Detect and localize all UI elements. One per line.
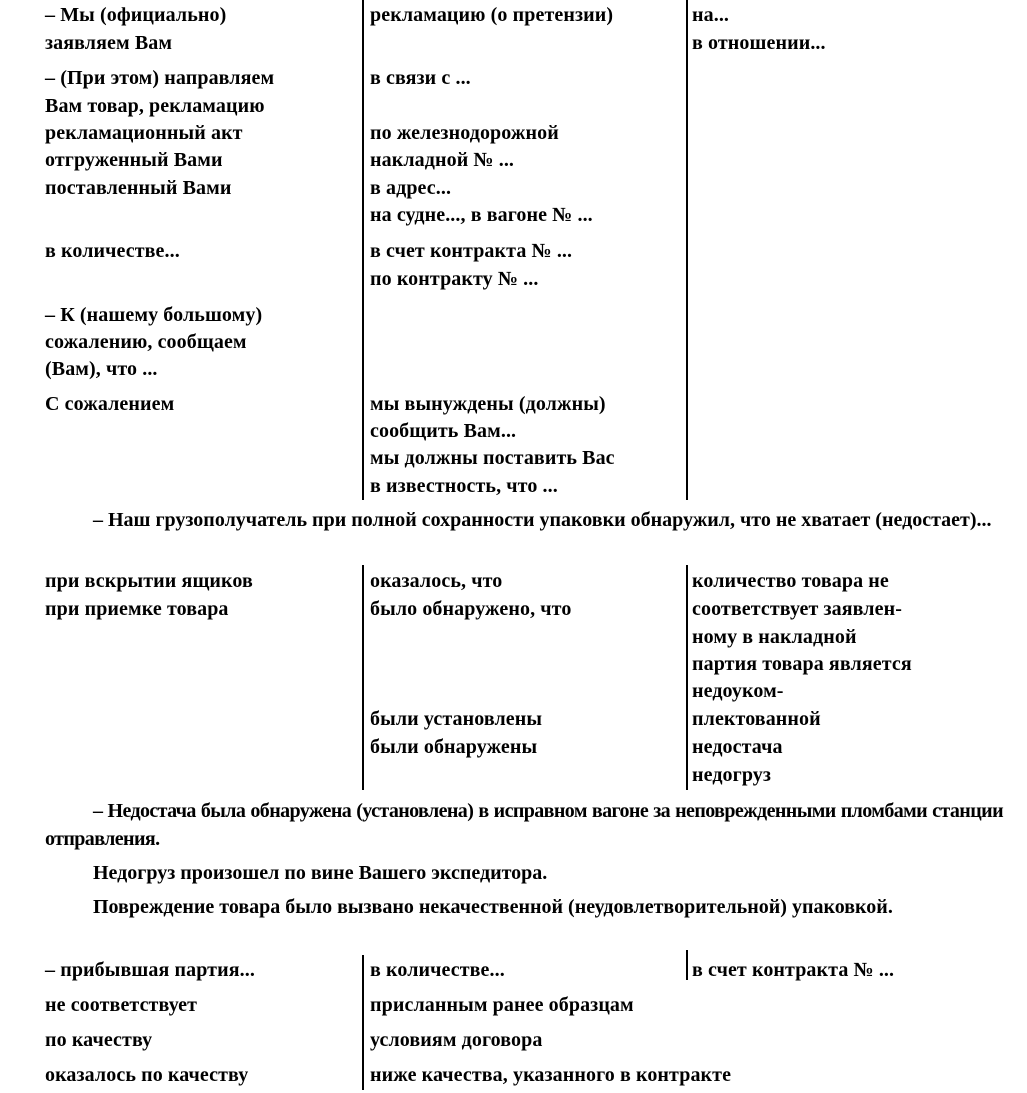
column-divider: [362, 0, 364, 500]
phrase-cell: в адрес...: [370, 177, 452, 199]
phrase-cell: соответствует заявлен-: [692, 598, 902, 620]
phrase-cell: в связи с ...: [370, 67, 471, 89]
paragraph-text: Повреждение товара было вызвано некачественной (неудовлетворительной) упаковкой.: [93, 896, 893, 918]
phrase-cell: в количестве...: [370, 959, 505, 981]
phrase-cell: партия товара является: [692, 653, 912, 675]
phrase-cell: мы должны поставить Вас: [370, 447, 615, 469]
phrase-cell: в количестве...: [45, 240, 180, 262]
body-paragraph: [45, 859, 1003, 887]
phrase-cell: ному в накладной: [692, 626, 857, 648]
column-divider: [686, 565, 688, 790]
paragraph-text: – Недостача была обнаружена (установлена) в исправном вагоне за неповрежденными пломбами станции отправления.: [45, 800, 1003, 850]
phrase-cell: сообщить Вам...: [370, 420, 517, 442]
column-divider: [686, 950, 688, 980]
phrase-cell: были установлены: [370, 708, 543, 730]
phrase-cell: ниже качества, указанного в контракте: [370, 1064, 732, 1086]
phrase-cell: по контракту № ...: [370, 268, 539, 290]
phrase-cell: количество товара не: [692, 570, 889, 592]
phrase-cell: мы вынуждены (должны): [370, 393, 606, 415]
body-paragraph: [45, 893, 1003, 921]
phrase-cell: в счет контракта № ...: [370, 240, 573, 262]
phrase-cell: по железнодорожной: [370, 122, 559, 144]
phrase-cell: присланным ранее образцам: [370, 994, 634, 1016]
phrase-cell: рекламационный акт: [45, 122, 243, 144]
phrase-cell: в известность, что ...: [370, 475, 558, 497]
phrase-cell: сожалению, сообщаем: [45, 331, 247, 353]
phrase-cell: – (При этом) направляем: [45, 67, 275, 89]
phrase-cell: оказалось, что: [370, 570, 503, 592]
phrase-cell: недоуком-: [692, 680, 784, 702]
phrase-cell: в счет контракта № ...: [692, 959, 895, 981]
phrase-cell: поставленный Вами: [45, 177, 232, 199]
phrase-cell: на судне..., в вагоне № ...: [370, 204, 593, 226]
phrase-cell: не соответствует: [45, 994, 198, 1016]
phrase-cell: условиям договора: [370, 1029, 543, 1051]
phrase-cell: – К (нашему большому): [45, 304, 263, 326]
phrase-cell: по качеству: [45, 1029, 153, 1051]
phrase-cell: недостача: [692, 736, 783, 758]
phrase-cell: Вам товар, рекламацию: [45, 95, 265, 117]
body-paragraph: [45, 797, 1003, 853]
phrase-cell: были обнаружены: [370, 736, 538, 758]
phrase-cell: в отношении...: [692, 32, 826, 54]
phrase-cell: при вскрытии ящиков: [45, 570, 253, 592]
phrase-cell: накладной № ...: [370, 149, 515, 171]
phrase-cell: при приемке товара: [45, 598, 229, 620]
phrase-cell: на...: [692, 4, 730, 26]
phrase-cell: – прибывшая партия...: [45, 959, 255, 981]
phrase-cell: недогруз: [692, 764, 772, 786]
column-divider: [362, 565, 364, 790]
phrase-cell: оказалось по качеству: [45, 1064, 249, 1086]
column-divider: [686, 0, 688, 500]
phrase-cell: (Вам), что ...: [45, 358, 158, 380]
paragraph-text: Недогруз произошел по вине Вашего экспедитора.: [93, 862, 548, 884]
phrase-cell: было обнаружено, что: [370, 598, 572, 620]
phrase-cell: С сожалением: [45, 393, 175, 415]
column-divider: [362, 955, 364, 1090]
phrase-cell: – Мы (официально): [45, 4, 227, 26]
body-paragraph: [45, 506, 1003, 534]
phrase-cell: рекламацию (о претензии): [370, 4, 614, 26]
phrase-cell: отгруженный Вами: [45, 149, 223, 171]
phrase-cell: заявляем Вам: [45, 32, 173, 54]
phrase-cell: плектованной: [692, 708, 821, 730]
paragraph-text: – Наш грузополучатель при полной сохранности упаковки обнаружил, что не хватает (недостает)...: [93, 509, 992, 531]
